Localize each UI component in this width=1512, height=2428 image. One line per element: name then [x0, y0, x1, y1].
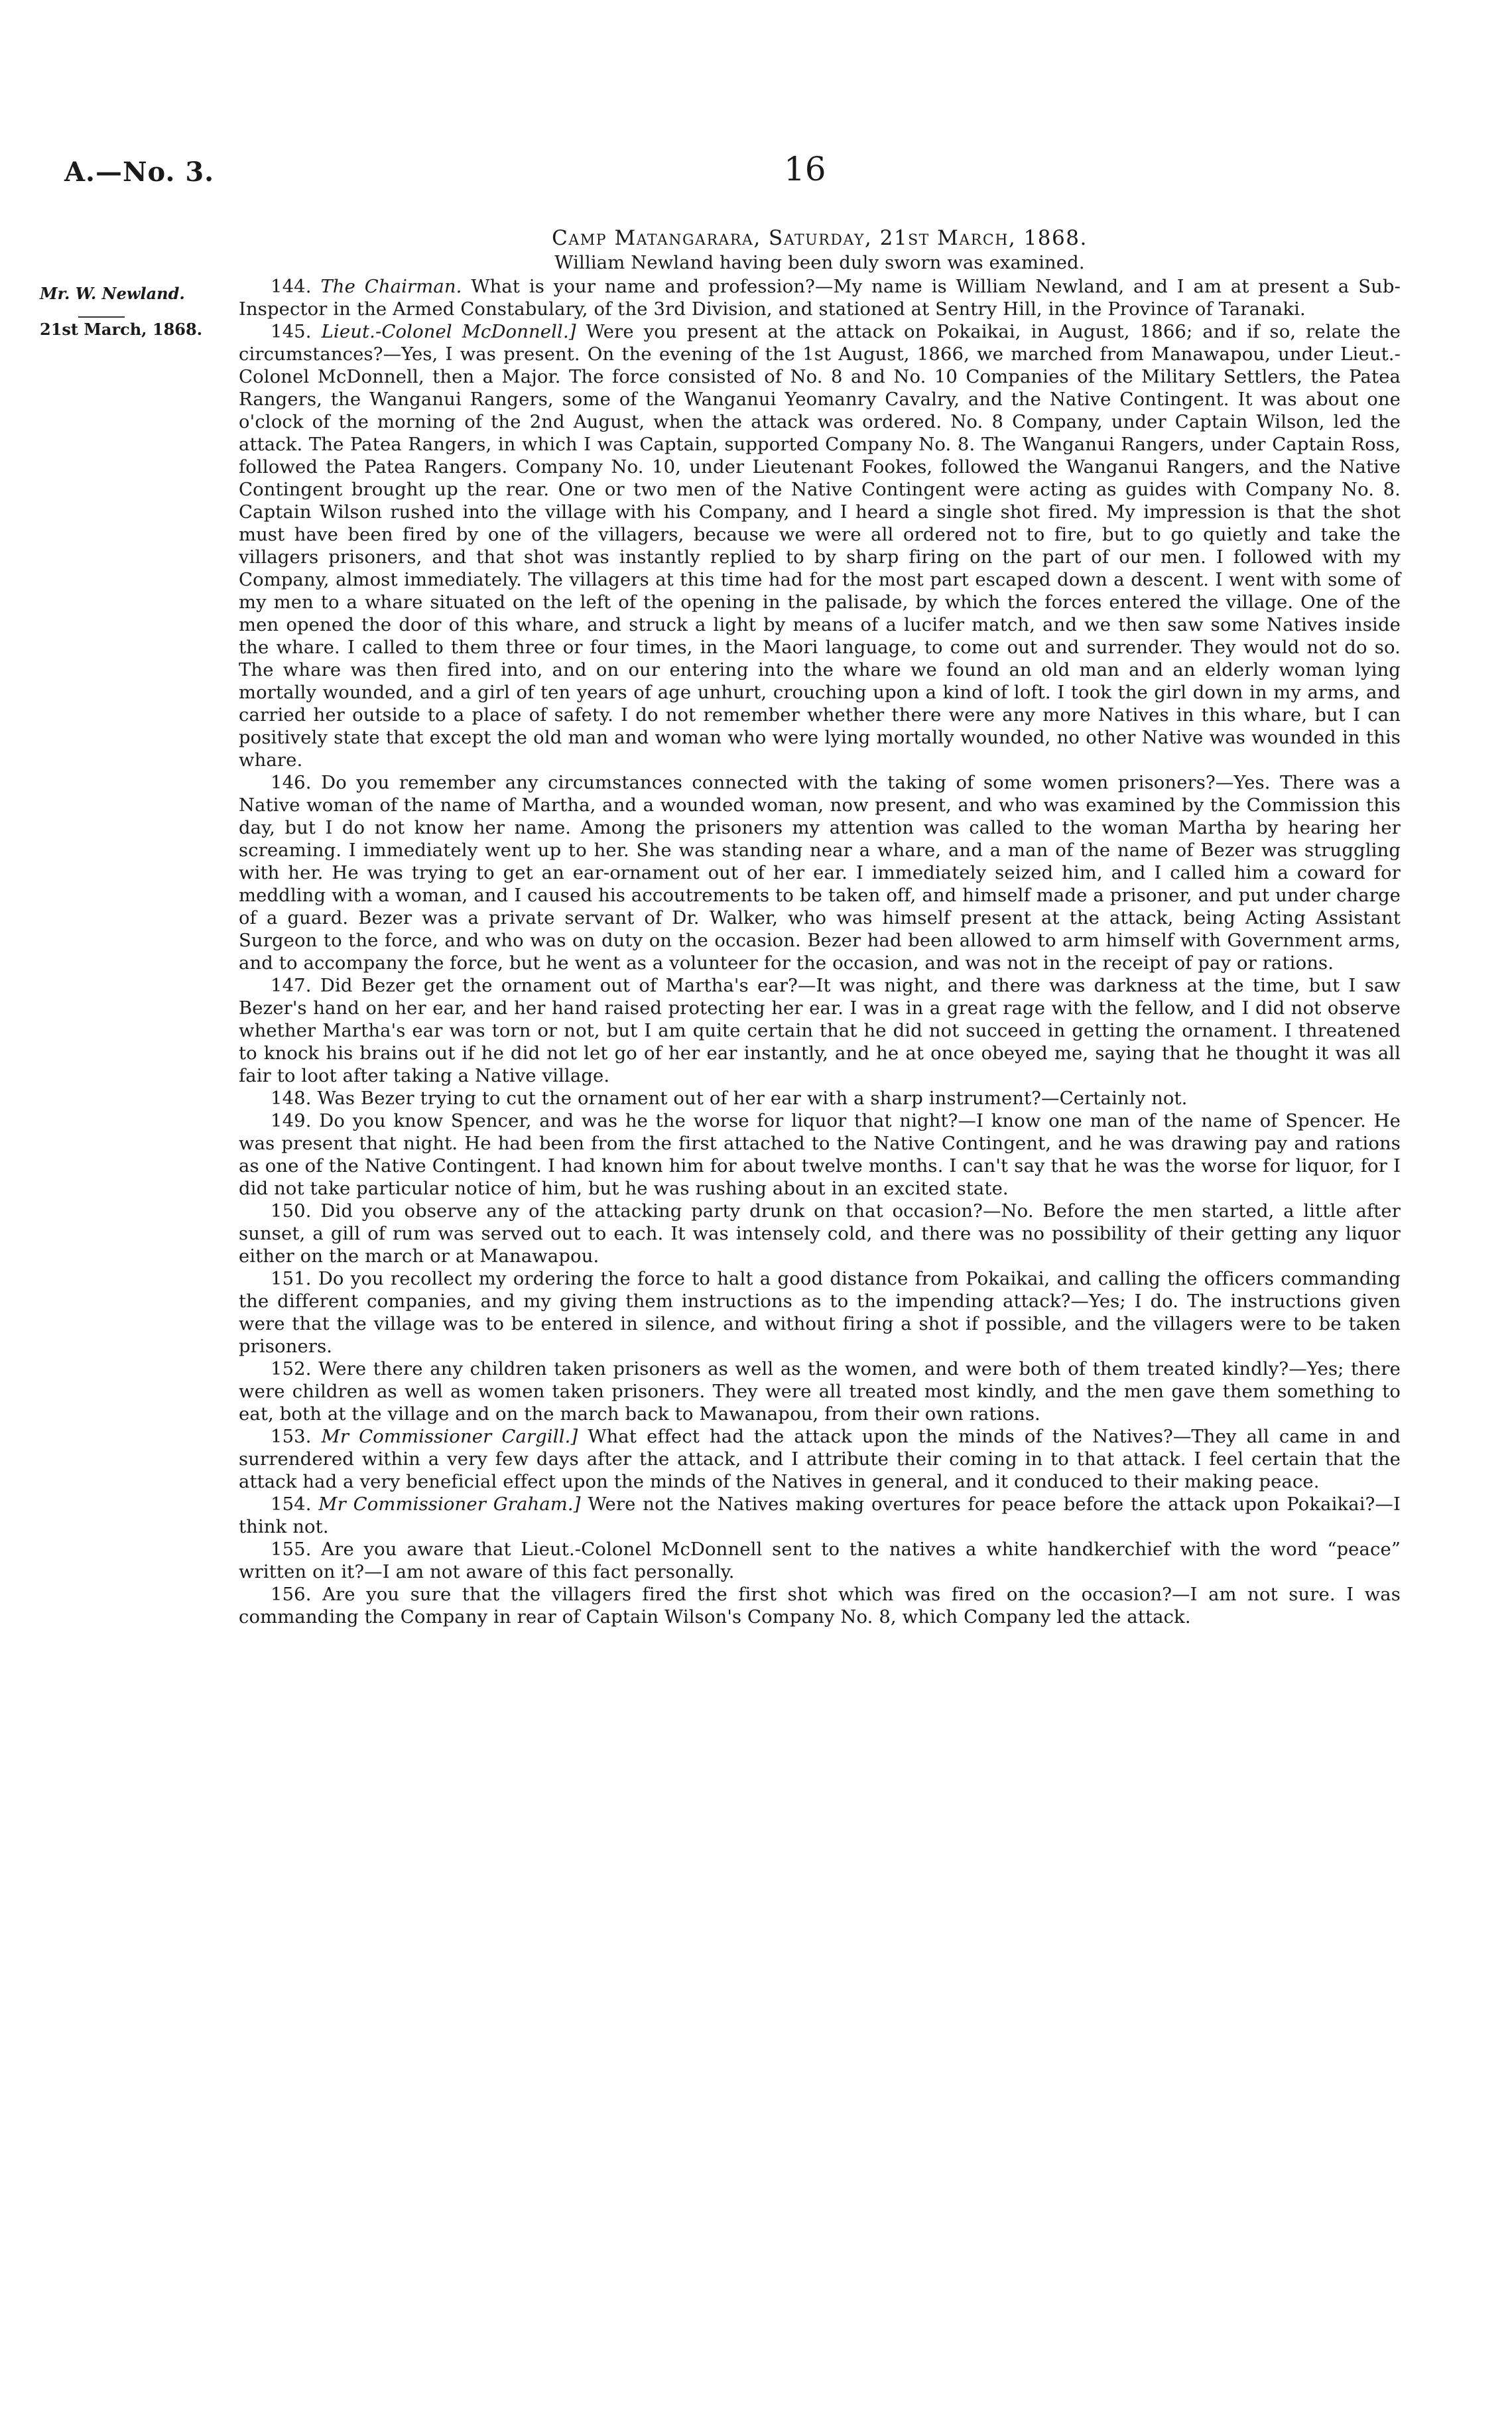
marginal-note: [40, 282, 239, 342]
question-paragraph: 155. Are you aware that Lieut.-Colonel McDonnell sent to the natives a white handkerchief with the word “peace” written on it?—I am not aware of this fact personally.: [239, 1539, 1401, 1582]
question-paragraph: 145. Lieut.-Colonel McDonnell.] Were you present at the attack on Pokaikai, in August, 1866; and if so, relate the circumstances?—Yes, I was present. On the evening of the 1st August, 1866, we marched from Manawapou, under Lieut.-Colonel McDonnell, then a Major. The force consisted of No. 8 and No. 10 Companies of the Military Settlers, the Patea Rangers, the Wanganui Rangers, some of the Wanganui Yeomanry Cavalry, and the Native Contingent. It was about one o'clock of the morning of the 2nd August, when the attack was ordered. No. 8 Company, under Captain Wilson, led the attack. The Patea Rangers, in which I was Captain, supported Company No. 8. The Wanganui Rangers, under Captain Ross, followed the Patea Rangers. Company No. 10, under Lieutenant Fookes, followed the Wanganui Rangers, and the Native Contingent brought up the rear. One or two men of the Native Contingent were acting as guides with Company No. 8. Captain Wilson rushed into the village with his Company, and I heard a single shot fired. My impression is that the shot must have been fired by one of the villagers, because we were all ordered not to fire, but to go quietly and take the villagers prisoners, and that shot was instantly replied to by sharp firing on the part of our men. I followed with my Company, almost immediately. The villagers at this time had for the most part escaped down a descent. I went with some of my men to a whare situated on the left of the opening in the palisade, by which the forces entered the village. One of the men opened the door of this whare, and struck a light by means of a lucifer match, and we then saw some Natives inside the whare. I called to them three or four times, in the Maori language, to come out and surrender. They would not do so. The whare was then fired into, and on our entering into the whare we found an old man and an elderly woman lying mortally wounded, and a girl of ten years of age unhurt, crouching upon a kind of loft. I took the girl down in my arms, and carried her outside to a place of safety. I do not remember whether there were any more Natives in this whare, but I can positively state that except the old man and woman who were lying mortally wounded, no other Native was wounded in this whare.: [239, 322, 1401, 771]
question-paragraph: 152. Were there any children taken prisoners as well as the women, and were both of them treated kindly?—Yes; there were children as well as women taken prisoners. They were all treated most kindly, and the men gave them something to eat, both at the village and on the march back to Mawanapou, from their own rations.: [239, 1359, 1401, 1425]
question-paragraph: 156. Are you sure that the villagers fired the first shot which was fired on the occasion?—I am not sure. I was commanding the Company in rear of Captain Wilson's Company No. 8, which Company led the attack.: [239, 1584, 1401, 1628]
section-title: Camp Matangarara, Saturday, 21st March, 1868.: [552, 226, 1088, 250]
marginal-date: 21st March, 1868.: [40, 320, 203, 339]
question-paragraph: 153. Mr Commissioner Cargill.] What effect had the attack upon the minds of the Natives?—They all came in and surrendered within a very few days after the attack, and I attribute their coming in to that attack. I feel certain that the attack had a very beneficial effect upon the minds of the Natives in general, and it conduced to their making peace.: [239, 1427, 1401, 1492]
question-paragraph: 148. Was Bezer trying to cut the ornament out of her ear with a sharp instrument?—Certainly not.: [271, 1088, 1188, 1109]
speaker: Mr Commissioner Graham.]: [318, 1494, 581, 1515]
speaker: Mr Commissioner Cargill.]: [321, 1427, 578, 1447]
question-paragraph: 144. The Chairman. What is your name and profession?—My name is William Newland, and I am at present a Sub-Inspector in the Armed Constabulary, of the 3rd Division, and stationed at Sentry Hill, in the Province of Taranaki.: [239, 277, 1401, 320]
document-body: [239, 227, 1401, 1629]
page-number: 16: [784, 150, 826, 188]
question-paragraph: 149. Do you know Spencer, and was he the worse for liquor that night?—I know one man of the name of Spencer. He was present that night. He had been from the first attached to the Native Contingent, and he was drawing pay and rations as one of the Native Contingent. I had known him for about twelve months. I can't say that he was the worse for liquor, for I did not take particular notice of him, but he was rushing about in an excited state.: [239, 1111, 1401, 1199]
section-subtitle: William Newland having been duly sworn was examined.: [554, 253, 1085, 273]
document-reference: A.—No. 3.: [64, 157, 215, 188]
question-paragraph: 146. Do you remember any circumstances connected with the taking of some women prisoners?—Yes. There was a Native woman of the name of Martha, and a wounded woman, now present, and who was examined by the Commission this day, but I do not know her name. Among the prisoners my attention was called to the woman Martha by hearing her screaming. I immediately went up to her. She was standing near a whare, and a man of the name of Bezer was struggling with her. He was trying to get an ear-ornament out of her ear. I immediately seized him, and I called him a coward for meddling with a woman, and I caused his accoutrements to be taken off, and himself made a prisoner, and put under charge of a guard. Bezer was a private servant of Dr. Walker, who was himself present at the attack, being Acting Assistant Surgeon to the force, and who was on duty on the occasion. Bezer had been allowed to arm himself with Government arms, and to accompany the force, but he went as a volunteer for the occasion, and was not in the receipt of pay or rations.: [239, 773, 1401, 974]
question-paragraph: 154. Mr Commissioner Graham.] Were not the Natives making overtures for peace before the attack upon Pokaikai?—I think not.: [239, 1494, 1401, 1537]
marginal-witness: Mr. W. Newland.: [40, 284, 185, 303]
question-paragraph: 151. Do you recollect my ordering the force to halt a good distance from Pokaikai, and calling the officers commanding the different companies, and my giving them instructions as to the impending attack?—Yes; I do. The instructions given were that the village was to be entered in silence, and without firing a shot if possible, and the villagers were to be taken prisoners.: [239, 1269, 1401, 1357]
speaker: The Chairman.: [320, 277, 462, 297]
question-paragraph: 147. Did Bezer get the ornament out of Martha's ear?—It was night, and there was darkness at the time, but I saw Bezer's hand on her ear, and her hand raised protecting her ear. I was in a great rage with the fellow, and I did not observe whether Martha's ear was torn or not, but I am quite certain that he did not succeed in getting the ornament. I threatened to knock his brains out if he did not let go of her ear instantly, and he at once obeyed me, saying that he thought it was all fair to loot after taking a Native village.: [239, 976, 1401, 1086]
speaker: Lieut.-Colonel McDonnell.]: [321, 322, 576, 342]
question-paragraph: 150. Did you observe any of the attacking party drunk on that occasion?—No. Before the men started, a little after sunset, a gill of rum was served out to each. It was intensely cold, and there was no possibility of their getting any liquor either on the march or at Manawapou.: [239, 1201, 1401, 1267]
